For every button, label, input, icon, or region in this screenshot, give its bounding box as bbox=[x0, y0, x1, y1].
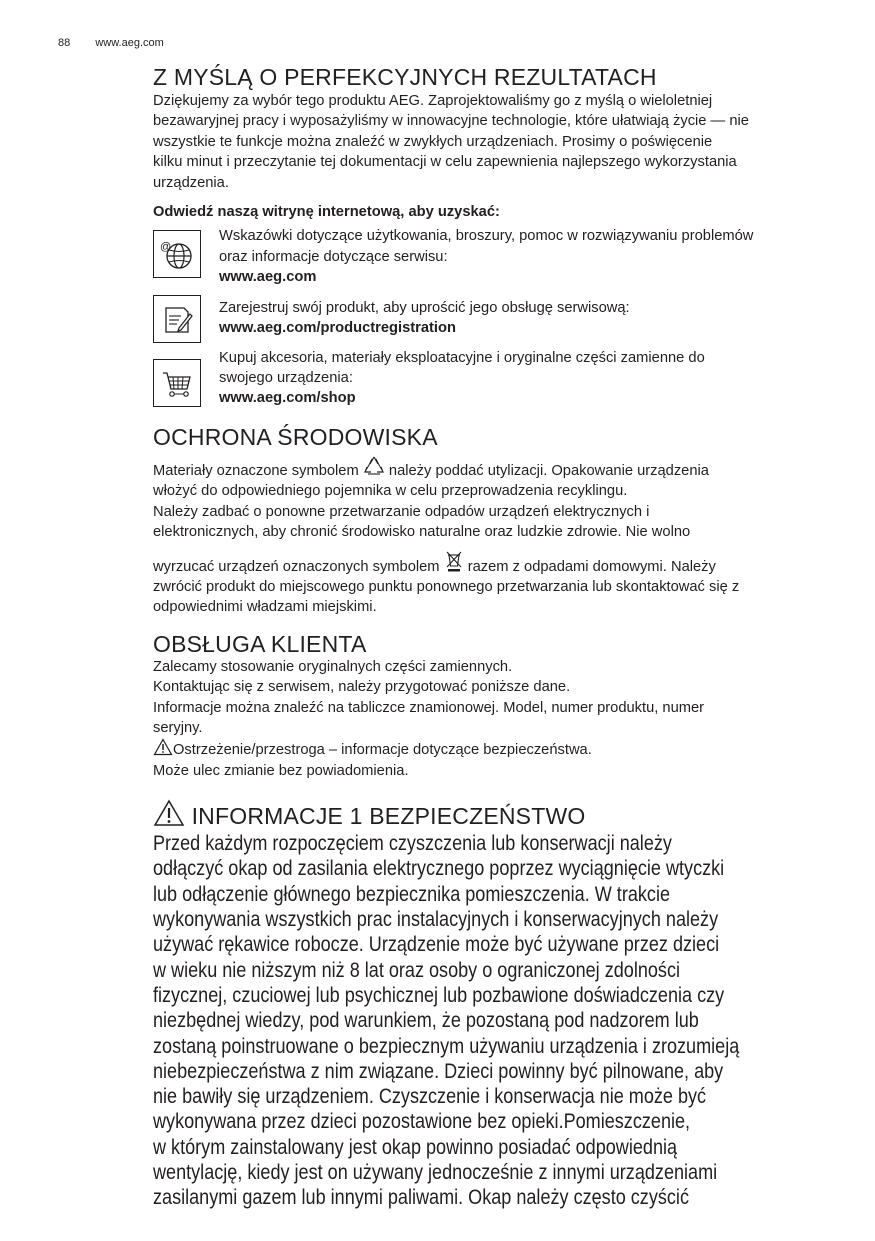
intro-paragraph bbox=[153, 91, 843, 193]
environment-text: należy poddać utylizacji. Opakowanie urządzenia bbox=[388, 462, 709, 479]
safety-line: lub odłączenie głównego bezpiecznika pomieszczenia. W trakcie bbox=[153, 882, 670, 906]
link-row-support bbox=[153, 230, 843, 287]
page-header bbox=[58, 37, 186, 49]
page-content bbox=[153, 63, 843, 1211]
environment-line: Należy zadbać o ponowne przetwarzanie odpadów urządzeń elektrycznych i bbox=[153, 503, 650, 520]
environment-line bbox=[153, 455, 843, 481]
safety-line: zostaną poinstruowane o bezpiecznym używaniu urządzenia i zrozumieją bbox=[153, 1034, 740, 1058]
registration-icon bbox=[153, 295, 201, 343]
customer-line: Zalecamy stosowanie oryginalnych części zamiennych. bbox=[153, 658, 513, 675]
safety-line: Przed każdym rozpoczęciem czyszczenia lub konserwacji należy bbox=[153, 832, 672, 856]
intro-line: wszystkie te funkcje można znaleźć w zwykłych urządzeniach. Prosimy o poświęcenie bbox=[153, 133, 713, 150]
page-number: 88 bbox=[58, 37, 71, 49]
environment-line: włożyć do odpowiedniego pojemnika w celu przeprowadzenia recyklingu. bbox=[153, 483, 628, 500]
link-desc: Zarejestruj swój produkt, aby uprościć jego obsługę serwisową: bbox=[219, 299, 630, 316]
safety-title-row bbox=[153, 799, 843, 830]
visit-label: Odwiedź naszą witrynę internetową, aby uzyskać: bbox=[153, 204, 500, 221]
customer-line: seryjny. bbox=[153, 719, 203, 736]
shopping-cart-icon bbox=[153, 359, 201, 407]
customer-paragraph bbox=[153, 657, 843, 781]
intro-line: urządzenia. bbox=[153, 174, 229, 191]
safety-line: wentylację, kiedy jest on używany jednocześnie z innymi urządzeniami bbox=[153, 1161, 718, 1185]
intro-line: kilku minut i przeczytanie tej dokumentacji w celu zapewnienia najlepszego wykorzystania bbox=[153, 154, 737, 171]
customer-line: Kontaktując się z serwisem, należy przygotować poniższe dane. bbox=[153, 679, 571, 696]
link-row-registration bbox=[153, 295, 843, 343]
safety-line: wykonywania wszystkich prac instalacyjnych i konserwacyjnych należy bbox=[153, 908, 719, 932]
safety-title: INFORMACJE 1 BEZPIECZEŃSTWO bbox=[191, 803, 586, 830]
link-row-shop bbox=[153, 349, 843, 409]
link-desc: Kupuj akcesoria, materiały eksploatacyjne i oryginalne części zamienne do bbox=[219, 349, 705, 366]
environment-line: zwrócić produkt do miejscowego punktu ponownego przetwarzania lub skontaktować się z bbox=[153, 578, 740, 595]
crossed-bin-icon bbox=[444, 550, 464, 572]
link-desc: Wskazówki dotyczące użytkowania, broszury, pomoc w rozwiązywaniu problemów bbox=[219, 228, 754, 245]
safety-line: używać rękawice robocze. Urządzenie może być używane przez dzieci bbox=[153, 933, 720, 957]
warning-text: Ostrzeżenie/przestroga – informacje dotyczące bezpieczeństwa. bbox=[173, 742, 592, 759]
environment-line: odpowiednimi władzami miejskimi. bbox=[153, 599, 377, 616]
environment-line bbox=[153, 550, 843, 577]
environment-line: elektronicznych, aby chronić środowisko naturalne oraz ludzkie zdrowie. Nie wolno bbox=[153, 524, 691, 541]
safety-line: zasilanymi gazem lub innymi paliwami. Okap należy często czyścić bbox=[153, 1186, 689, 1210]
environment-text: razem z odpadami domowymi. Należy bbox=[467, 558, 716, 575]
safety-line: niezbędnej wiedzy, pod warunkiem, że pozostaną pod nadzorem lub bbox=[153, 1009, 699, 1033]
intro-line: bezawaryjnej pracy i wyposażyliśmy w innowacyjne technologie, które ułatwiają życie — nie bbox=[153, 113, 749, 130]
header-website: www.aeg.com bbox=[95, 37, 164, 49]
recycle-icon bbox=[363, 455, 385, 477]
customer-line bbox=[153, 738, 843, 760]
link-desc: swojego urządzenia: bbox=[219, 370, 353, 387]
safety-paragraph bbox=[153, 831, 824, 1210]
safety-line: niebezpieczeństwa z nim związane. Dzieci powinny być pilnowane, aby bbox=[153, 1059, 724, 1083]
environment-text: wyrzucać urządzeń oznaczonych symbolem bbox=[153, 558, 440, 575]
environment-title: OCHRONA ŚRODOWISKA bbox=[153, 423, 438, 450]
customer-line: Informacje można znaleźć na tabliczce znamionowej. Model, numer produktu, numer bbox=[153, 699, 705, 716]
safety-line: nie bawiły się urządzeniem. Czyszczenie i konserwacja nie może być bbox=[153, 1085, 707, 1109]
safety-line: wykonywana przez dzieci pozostawione bez opieki.Pomieszczenie, bbox=[153, 1110, 691, 1134]
safety-line: fizycznej, czuciowej lub psychicznej lub pozbawione doświadczenia czy bbox=[153, 983, 725, 1007]
customer-title: OBSŁUGA KLIENTA bbox=[153, 630, 367, 657]
environment-paragraph bbox=[153, 455, 843, 618]
safety-line: odłączyć okap od zasilania elektrycznego poprzez wyciągnięcie wtyczki bbox=[153, 857, 725, 881]
intro-line: Dziękujemy za wybór tego produktu AEG. Zaprojektowaliśmy go z myślą o wieloletniej bbox=[153, 93, 713, 109]
safety-line: w którym zainstalowany jest okap powinno posiadać odpowiednią bbox=[153, 1135, 678, 1159]
globe-icon bbox=[153, 230, 201, 278]
svg-text:@: @ bbox=[160, 241, 172, 254]
warning-icon bbox=[153, 738, 173, 756]
link-url-shop[interactable]: www.aeg.com/shop bbox=[219, 390, 356, 407]
link-url-registration[interactable]: www.aeg.com/productregistration bbox=[219, 320, 456, 337]
customer-line: Może ulec zmianie bez powiadomienia. bbox=[153, 762, 409, 779]
environment-text: Materiały oznaczone symbolem bbox=[153, 462, 359, 479]
link-list bbox=[153, 230, 843, 408]
safety-line: w wieku nie niższym niż 8 lat oraz osoby o ograniczonej zdolności bbox=[153, 958, 681, 982]
warning-icon bbox=[153, 799, 185, 827]
link-url-support[interactable]: www.aeg.com bbox=[219, 269, 317, 286]
link-desc: oraz informacje dotyczące serwisu: bbox=[219, 248, 448, 265]
intro-title: Z MYŚLĄ O PERFEKCYJNYCH REZULTATACH bbox=[153, 64, 657, 90]
